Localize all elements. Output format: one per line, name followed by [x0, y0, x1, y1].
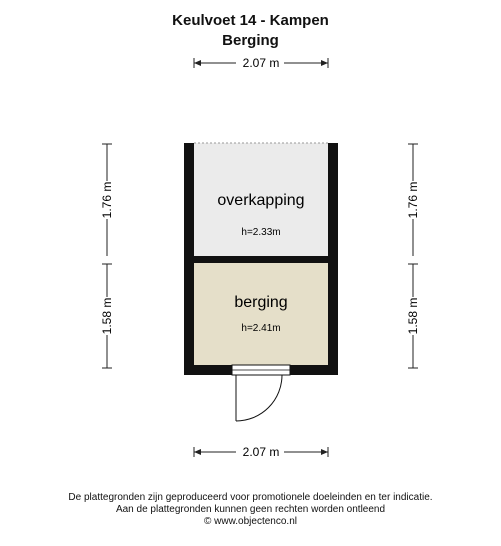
dimension-left [99, 144, 115, 368]
plan-title: Keulvoet 14 - Kampen [172, 12, 329, 29]
copyright-link[interactable]: © www.objectenco.nl [204, 516, 297, 527]
dimension-top-label: 2.07 m [242, 56, 280, 70]
disclaimer-line-2: Aan de plattegronden kunnen geen rechten worden ontleend [115, 504, 386, 515]
room-overkapping-height: h=2.33m [241, 227, 281, 238]
plan-subtitle: Berging [222, 32, 279, 49]
room-berging-name: berging [234, 294, 288, 311]
door [232, 365, 290, 421]
dimension-bottom [194, 445, 328, 459]
dimension-bottom-label: 2.07 m [242, 445, 280, 459]
dimension-left-lower-label: 1.58 m [100, 297, 114, 335]
room-berging-fill [194, 263, 328, 365]
room-berging-height: h=2.41m [241, 323, 281, 334]
room-overkapping-name: overkapping [217, 192, 305, 209]
dimension-right [405, 144, 421, 368]
dimension-top [194, 56, 328, 70]
dimension-left-upper-label: 1.76 m [100, 181, 114, 219]
dimension-right-upper-label: 1.76 m [406, 181, 420, 219]
dimension-right-lower-label: 1.58 m [406, 297, 420, 335]
disclaimer-line-1: De plattegronden zijn geproduceerd voor promotionele doeleinden en ter indicatie. [68, 492, 433, 503]
